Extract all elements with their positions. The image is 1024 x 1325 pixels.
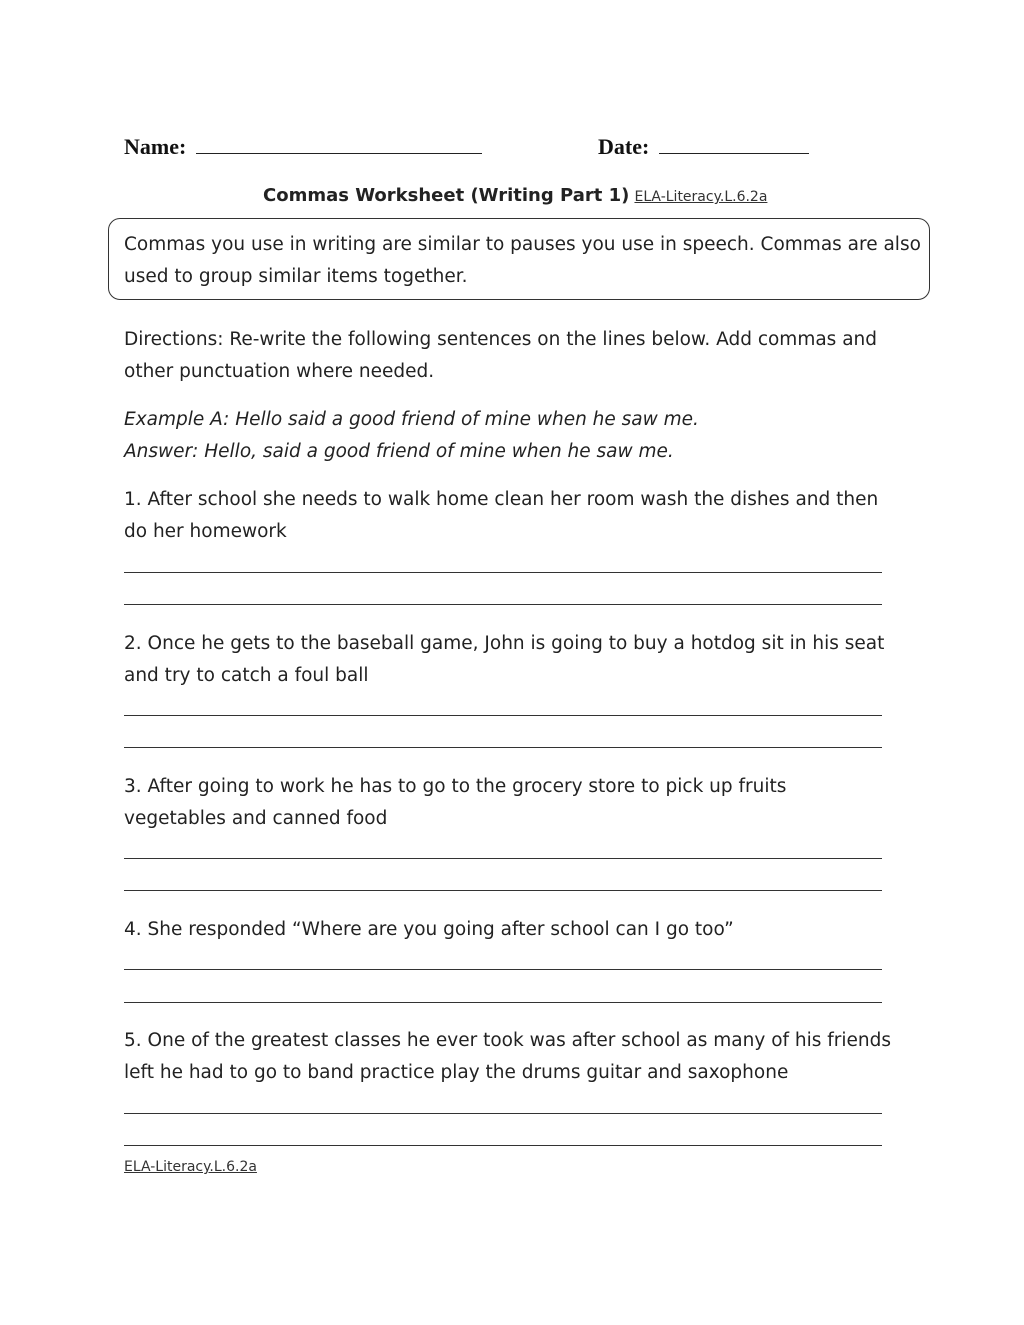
footer-standard: ELA-Literacy.L.6.2a [124, 1159, 257, 1175]
answer-line[interactable] [124, 1145, 882, 1146]
date-blank-line[interactable] [659, 153, 809, 154]
name-field [124, 134, 482, 160]
question-3: 3. After going to work he has to go to the grocery store to pick up fruits vegetables and canned food [124, 776, 787, 829]
answer-line[interactable] [124, 1002, 882, 1003]
answer-line[interactable] [124, 890, 882, 891]
answer-line[interactable] [124, 715, 882, 716]
answer-line[interactable] [124, 969, 882, 970]
question-4: 4. She responded “Where are you going after school can I go too” [124, 919, 734, 940]
answer-line[interactable] [124, 572, 882, 573]
example-answer: Answer: Hello, said a good friend of mine when he saw me. [124, 441, 674, 462]
date-label: Date: [598, 134, 650, 159]
example-prompt: Example A: Hello said a good friend of mine when he saw me. [124, 409, 699, 430]
directions-text: Directions: Re-write the following sentences on the lines below. Add commas and other punctuation where needed. [124, 329, 878, 382]
worksheet-title [263, 185, 767, 206]
name-blank-line[interactable] [196, 153, 482, 154]
answer-line[interactable] [124, 604, 882, 605]
answer-line[interactable] [124, 858, 882, 859]
question-2: 2. Once he gets to the baseball game, John is going to buy a hotdog sit in his seat and try to catch a foul ball [124, 633, 885, 686]
date-field [598, 134, 809, 160]
name-label: Name: [124, 134, 187, 159]
question-5: 5. One of the greatest classes he ever took was after school as many of his friends left he had to go to band practice play the drums guitar and saxophone [124, 1030, 892, 1083]
title-text: Commas Worksheet (Writing Part 1) [263, 185, 630, 206]
answer-line[interactable] [124, 747, 882, 748]
answer-line[interactable] [124, 1113, 882, 1114]
question-1: 1. After school she needs to walk home clean her room wash the dishes and then do her homework [124, 489, 879, 542]
info-box-text: Commas you use in writing are similar to pauses you use in speech. Commas are also used to group similar items together. [124, 234, 921, 287]
title-standard: ELA-Literacy.L.6.2a [634, 189, 768, 205]
